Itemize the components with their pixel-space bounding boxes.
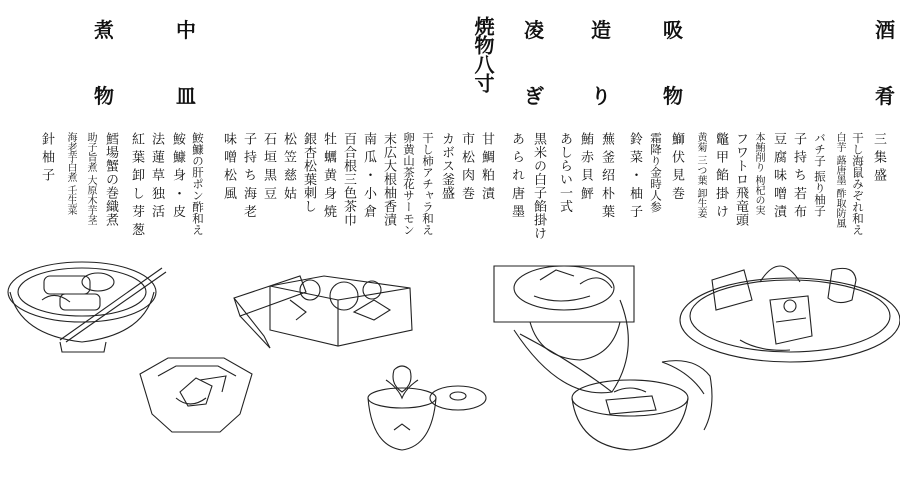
menu-item: 鈴 菜 ・ 柚 子 bbox=[627, 132, 642, 219]
course-heading-yakimono: 焼物八寸 bbox=[471, 16, 495, 92]
menu-item: 子 持 ち 若 布 bbox=[791, 132, 806, 219]
menu-item: 鼈 甲 餡 掛 け bbox=[713, 132, 728, 219]
menu-item: カボス釜盛 bbox=[439, 132, 454, 200]
menu-item: 海老芋白煮 壬生菜 bbox=[65, 132, 76, 216]
menu-item: 子 持 ち 海 老 bbox=[241, 132, 256, 219]
menu-item: 卵黄山茶花サーモン bbox=[402, 132, 416, 236]
menu-item: バチ子 振り柚子 bbox=[813, 132, 827, 217]
menu-item: 干し海鼠みぞれ和え bbox=[851, 132, 865, 236]
menu-item: 味 噌 松 風 bbox=[221, 132, 236, 200]
menu-item: 本鮪削り 枸杞の実 bbox=[753, 132, 764, 216]
menu-item: 黄菊 三つ葉 卸生姜 bbox=[695, 132, 706, 219]
menu-item: 鮟 鱇 身 ・ 皮 bbox=[170, 132, 185, 219]
menu-item: 銀杏松葉刺し bbox=[301, 132, 316, 213]
course-heading-nakazara: 中 皿 bbox=[176, 18, 196, 108]
menu-item: 石 垣 黒 豆 bbox=[261, 132, 276, 200]
menu-item: あ ら れ 唐 墨 bbox=[509, 132, 524, 219]
menu-item: 鮟鱇の肝ポン酢和え bbox=[191, 132, 205, 236]
course-heading-tsukuri: 造 り bbox=[591, 18, 611, 108]
simmered-bowl-icon bbox=[8, 262, 166, 352]
octagonal-dish-icon bbox=[140, 358, 252, 432]
menu-item: フワトロ飛竜頭 bbox=[733, 132, 748, 227]
lidded-cup-icon bbox=[368, 366, 486, 450]
menu-item: 豆 腐 味 噌 漬 bbox=[771, 132, 786, 219]
menu-item: 干し柿アチャラ和え bbox=[421, 132, 435, 236]
menu-item: 白芋 蕗唐墨 酢取防風 bbox=[834, 132, 845, 229]
menu-item: 紅 葉 卸 し 芽 葱 bbox=[129, 132, 144, 237]
menu-item: 霜降り金時人参 bbox=[649, 132, 663, 213]
menu-item: 針 柚 子 bbox=[39, 132, 54, 182]
menu-item: 鱈場蟹の巻織煮 bbox=[103, 132, 118, 227]
menu-item: 市 松 肉 巻 bbox=[459, 132, 474, 200]
menu-item: 黒米の白子餡掛け bbox=[531, 132, 546, 240]
soup-bowl-icon bbox=[572, 361, 712, 450]
menu-item: 鮪 赤 貝 鮃 bbox=[578, 132, 593, 200]
menu-item: 末広大根柚香漬 bbox=[381, 132, 396, 227]
course-heading-suimono: 吸 物 bbox=[663, 18, 683, 108]
course-heading-sake-sakana: 酒 肴 bbox=[875, 18, 895, 108]
course-heading-shinogi: 凌 ぎ bbox=[524, 18, 544, 108]
menu-item: 助子旨煮 大原木芋茎 bbox=[85, 132, 96, 226]
sashimi-platter-icon bbox=[494, 266, 634, 393]
menu-item: あしらい一式 bbox=[557, 132, 572, 213]
appetizer-tray-icon bbox=[680, 266, 900, 362]
menu-item: 鰤 伏 見 巻 bbox=[669, 132, 684, 200]
menu-item: 甘 鯛 粕 漬 bbox=[479, 132, 494, 200]
menu-item: 南 瓜 ・ 小 倉 bbox=[361, 132, 376, 219]
lacquer-box-icon bbox=[234, 276, 412, 348]
menu-item: 松 笠 慈 姑 bbox=[281, 132, 296, 200]
course-heading-nimono: 煮 物 bbox=[94, 18, 114, 108]
menu-item: 牡 蠣 黄 身 焼 bbox=[321, 132, 336, 219]
menu-item: 百合根三色茶巾 bbox=[341, 132, 356, 227]
menu-item: 蕪 釜 绍 朴 葉 bbox=[599, 132, 614, 219]
menu-item: 三 集 盛 bbox=[871, 132, 886, 182]
menu-item: 法 蓮 草 独 活 bbox=[149, 132, 164, 219]
